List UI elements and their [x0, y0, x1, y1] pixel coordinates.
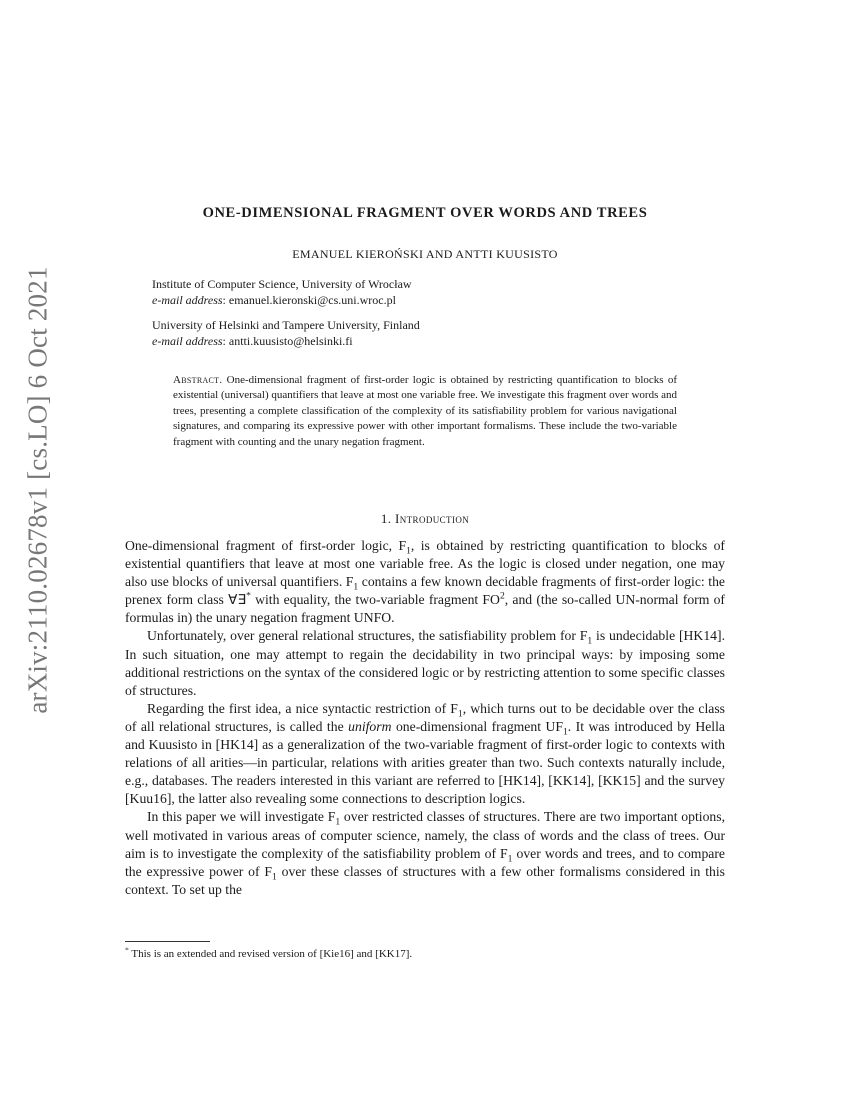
- paragraph: Regarding the first idea, a nice syntactic restriction of $F_1$, which turns out to be decidable over the class of all relational structures, is called the uniform one-dimensional fragment $UF_1$. It was introduced by Hella and Kuusisto in [HK14] as a generalization of the two-variable fragment of first-order logic to contexts with relations of all arities—in particular, relations with arities greater than two. Such contexts naturally include, e.g., databases. The readers interested in this variant are referred to [HK14], [KK14], [KK15] and the survey [Kuu16], the latter also revealing some connections to description logics.: [125, 700, 725, 807]
- footnote-divider: [125, 941, 210, 942]
- paper-title: ONE-DIMENSIONAL FRAGMENT OVER WORDS AND TREES: [202, 205, 648, 221]
- body-text: [125, 537, 725, 899]
- abstract-label: Abstract.: [173, 374, 223, 386]
- paragraph: One-dimensional fragment of first-order logic, $F_1$, is obtained by restricting quantification to blocks of existential quantifiers that leave at most one variable free. As the logic is closed under negation, one may also use blocks of universal quantifiers. $F_1$ contains a few known decidable fragments of first-order logic: the prenex form class ∀∃* with equality, the two-variable fragment $FO^2$, and (the so-called UN-normal form of formulas in) the unary negation fragment UNFO.: [125, 538, 725, 626]
- paragraph: In this paper we will investigate $F_1$ over restricted classes of structures. There are two important options, well motivated in various areas of computer science, namely, the class of words and the class of trees. Our aim is to investigate the complexity of the satisfiability problem of $F_1$ over words and trees, and to compare the expressive power of $F_1$ over these classes of structures with a few other formalisms considered in this context. To set up the: [125, 809, 726, 897]
- footnote-text: This is an extended and revised version of [Kie16] and [KK17].: [131, 948, 413, 960]
- affiliation-email-line: e-mail address: antti.kuusisto@helsinki.fi: [152, 334, 353, 348]
- email-label: e-mail address: [152, 334, 223, 348]
- footnote-marker: *: [125, 945, 129, 955]
- paragraph: Unfortunately, over general relational structures, the satisfiability problem for $F_1$ is undecidable [HK14]. In such situation, one may attempt to regain the decidability in two principal ways: by imposing some additional restrictions on the syntax of the considered logic or by restricting attention to some specific classes of structures.: [125, 628, 725, 698]
- arxiv-identifier: arXiv:2110.02678v1 [cs.LO] 6 Oct 2021: [22, 266, 53, 714]
- email-address: antti.kuusisto@helsinki.fi: [228, 334, 353, 348]
- arxiv-sidebar: [16, 266, 60, 714]
- email-label: e-mail address: [152, 293, 223, 307]
- affiliation-institution: Institute of Computer Science, University of Wrocław: [152, 277, 412, 291]
- affiliation-1: [152, 276, 712, 308]
- email-address: emanuel.kieronski@cs.uni.wroc.pl: [228, 293, 396, 307]
- footnote: [125, 947, 725, 961]
- abstract: [173, 373, 677, 450]
- paper-authors: EMANUEL KIEROŃSKI AND ANTTI KUUSISTO: [292, 247, 558, 261]
- abstract-text: One-dimensional fragment of first-order logic is obtained by restricting quantification to blocks of existential (universal) quantifiers that leave at most one variable free. We investigate this fragment over words and trees, presenting a complete classification of the complexity of its satisfiability problem for various navigational signatures, and comparing its expressive power with other important formalisms. These include the two-variable fragment with counting and the unary negation fragment.: [173, 374, 677, 448]
- affiliation-email-line: e-mail address: emanuel.kieronski@cs.uni.wroc.pl: [152, 293, 396, 307]
- section-heading: 1. Introduction: [380, 511, 470, 526]
- affiliation-institution: University of Helsinki and Tampere University, Finland: [152, 318, 420, 332]
- affiliation-2: [152, 317, 712, 349]
